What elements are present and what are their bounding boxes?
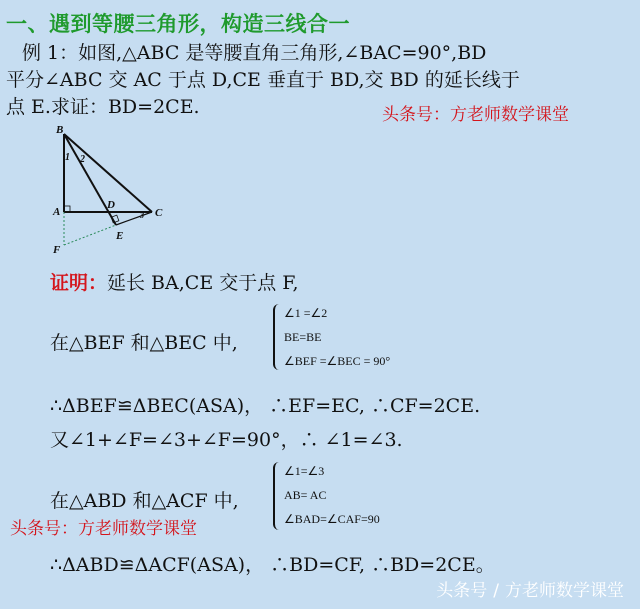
footer-right: 方老师数学课堂 <box>505 581 624 601</box>
label-e: E <box>116 230 124 242</box>
proof-step-5: 在△ABD 和△ACF 中, <box>50 490 239 512</box>
problem-line-3: 点 E.求证：BD=2CE. <box>6 96 200 118</box>
proof-step-6: ∴ΔABD≌ΔACF(ASA)， ∴BD=CF, ∴BD=2CE。 <box>50 554 495 576</box>
footer-left: 头条号 <box>436 581 488 601</box>
segment-ce <box>116 212 152 225</box>
proof-label: 证明： <box>50 272 108 294</box>
problem-line-1: 例 1：如图,△ABC 是等腰直角三角形,∠BAC=90°,BD <box>22 42 487 64</box>
cond2-line-1: ∠1=∠3 <box>284 464 325 478</box>
angle-1: 1 <box>65 152 70 163</box>
brace-1 <box>273 304 283 370</box>
cond1-line-3: ∠BEF =∠BEC = 90° <box>284 354 391 368</box>
segment-fe-dashed <box>64 225 116 245</box>
footer-slash: / <box>493 581 499 601</box>
angle-3: 3 <box>140 211 144 220</box>
label-b: B <box>56 124 64 136</box>
footer-watermark <box>436 576 624 601</box>
label-a: A <box>53 206 61 218</box>
label-d: D <box>107 199 115 211</box>
section-heading: 一、遇到等腰三角形，构造三线合一 <box>6 11 350 36</box>
cond2-line-2: AB= AC <box>284 488 327 502</box>
proof-step-2: 在△BEF 和△BEC 中, <box>50 332 238 354</box>
cond1-line-1: ∠1 =∠2 <box>284 306 328 320</box>
proof-step-4: 又∠1+∠F=∠3+∠F=90°，∴ ∠1=∠3. <box>50 429 403 451</box>
cond2-line-3: ∠BAD=∠CAF=90 <box>284 512 380 526</box>
problem-line-2: 平分∠ABC 交 AC 于点 D,CE 垂直于 BD,交 BD 的延长线于 <box>6 69 520 91</box>
proof-step-3: ∴ΔBEF≌ΔBEC(ASA)， ∴EF=EC, ∴CF=2CE. <box>50 395 481 417</box>
triangle-figure <box>44 122 174 262</box>
proof-step-1 <box>50 268 299 295</box>
label-c: C <box>155 207 163 219</box>
angle-2: 2 <box>80 154 85 165</box>
cond1-line-2: BE=BE <box>284 330 322 344</box>
proof-step-1-text: 延长 BA,CE 交于点 F, <box>107 272 299 294</box>
brace-2 <box>273 462 283 530</box>
watermark-bottom: 头条号：方老师数学课堂 <box>10 519 197 539</box>
label-f: F <box>53 244 61 256</box>
watermark-top: 头条号：方老师数学课堂 <box>382 105 569 125</box>
